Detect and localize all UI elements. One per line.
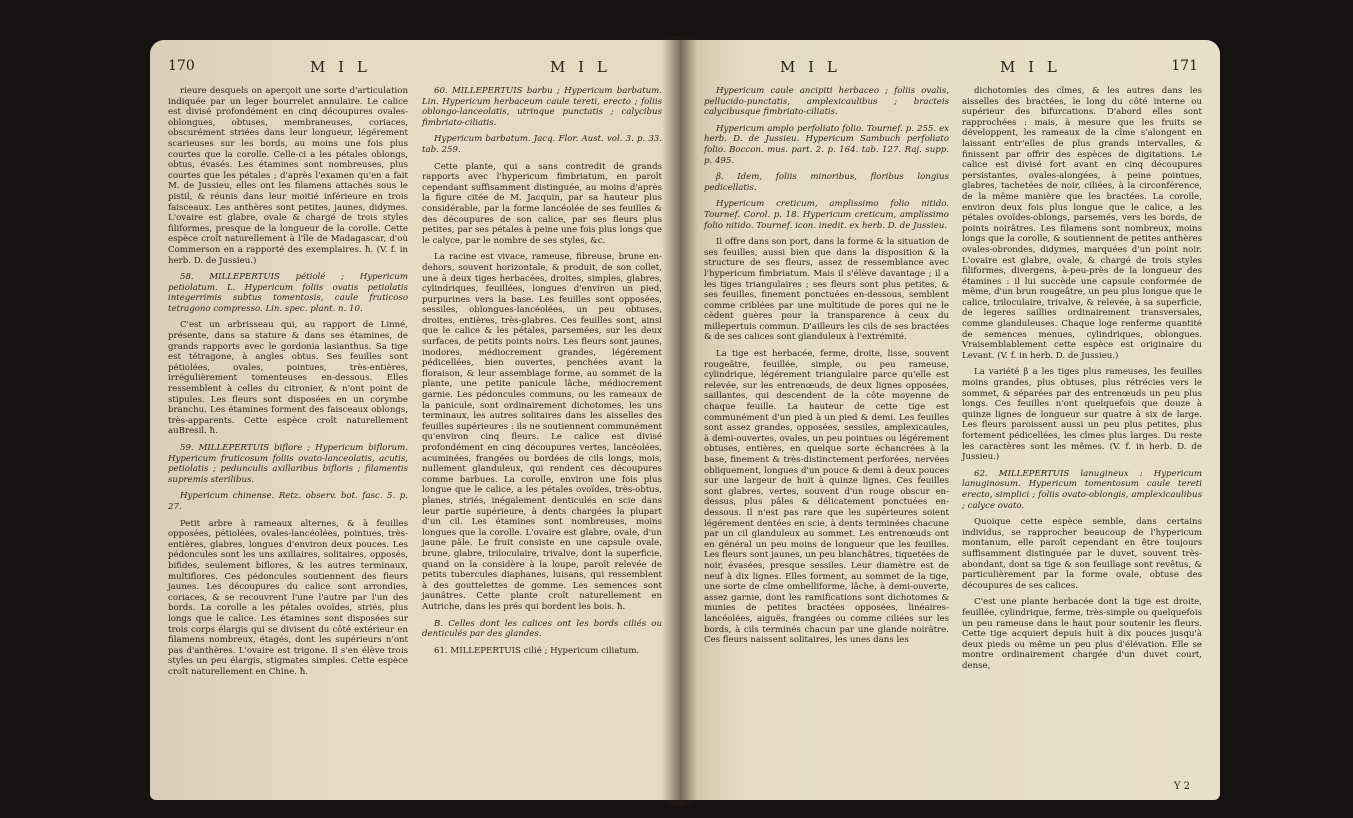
section-heading: B. Celles dont les calices ont les bords ciliés ou denticulés par des glandes.	[422, 618, 662, 640]
left-page-column-1	[168, 86, 408, 683]
right-page	[680, 40, 1220, 800]
signature-mark: Y 2	[1173, 781, 1190, 792]
paragraph: C'est une plante herbacée dont la tige est droite, feuillée, cylindrique, ferme, très-simple ou quelquefois un peu rameuse dans le haut pour soutenir les fleurs. Cette tige acquiert depuis huit à dix pouces jusqu'à deux pieds ou même un peu plus d'élévation. Elle se montre ordinairement chargée d'un duvet court, dense,	[962, 597, 1202, 671]
left-page	[150, 40, 680, 800]
species-entry: 61. MILLEPERTUIS cilié ; Hypericum ciliatum.	[434, 645, 640, 656]
right-page-column-1	[704, 86, 949, 652]
running-head-left-page-second: M I L	[550, 58, 611, 76]
right-page-column-2	[962, 86, 1202, 677]
paragraph: dichotomies des cîmes, & les autres dans les aisselles des bractées, le long du côté interne ou supérieur des bifurcations. D'abord elles sont rapprochées : mais, à mesure que les fruits se développent, les rameaux de la cîme s'alongent en laissant entr'elles de plus grands intervalles, & finissent par offrir des espèces de digitations. Le calice est divisé fort avant en cinq découpures persistantes, ovales-alongées, à peine pointues, glabres, tachetées de noir, ciliées, à la circonférence, de la même manière que les bractées. La corolle, environ deux fois plus longue que le calice, a les pétales ovoïdes-oblongs, parsemés, vers les bords, de points noirâtres. Les filamens sont nombreux, moins longs que la corolle, & soutiennent de petites anthères ovales-obrondes, didymes, marquées d'un point noir. L'ovaire est glabre, ovale, & chargé de trois styles filiformes, divergens, à-peu-près de la longueur des étamines : il lui succède une capsule conformée de même, d'un brun rougeâtre, un peu plus longue que le calice, triloculaire, trivalve, & relevée, à sa superficie, de legeres saillies ordinairement transversales, comme glanduleuses. Chaque loge renferme quantité de semences menues, cylindriques, oblongues. Vraisemblablement cette espèce est originaire du Levant. (V. f. in herb. D. de Jussieu.)	[962, 86, 1202, 361]
paragraph: Cette plante, qui a sans contredit de grands rapports avec l'hypericum fimbriatum, en paroît cependant suffisamment distinguée, au moins d'après la figure citée de M. Jacquin, par sa hauteur plus considérable, par la forme lancéolée de ses feuilles & des découpures de son calice, par ses fleurs plus petites, par ses pétales à peine une fois plus longs que le calyce, par le nombre de ses styles, &c.	[422, 161, 662, 246]
running-head-right-page-second: M I L	[1000, 58, 1061, 76]
paragraph: Il offre dans son port, dans la forme & la situation de ses feuilles, aussi bien que dans la disposition & la structure de ses fleurs, assez de ressemblance avec l'hypericum fimbriatum. Mais il s'élève davantage ; il a les tiges triangulaires ; ses fleurs sont plus petites, & ses feuilles, finement ponctuées en-dessous, semblent comme criblées par une multitude de pores qui ne le cèdent guères pour la transparence à ceux du millepertuis commun. D'ailleurs les cils de ses bractées & de ses calices sont glanduleux à l'extrémité.	[704, 237, 949, 343]
running-head-right-page-first: M I L	[780, 58, 841, 76]
book-gutter	[662, 36, 698, 806]
paragraph: La racine est vivace, rameuse, fibreuse, brune en-dehors, souvent horizontale, & produit, de son collet, une à deux tiges herbacées, droites, simples, glabres, cylindriques, feuillées, longues d'environ un pied, purpurines vers la base. Les feuilles sont opposées, sessiles, oblongues-lancéolées, un peu obtuses, droites, entières, très-glabres. Ces feuilles sont, ainsi que le calice & les pétales, parsemées, sur les deux surfaces, de petits points noirs. Les fleurs sont jaunes, inodores, médiocrement grandes, légérement pédicellées, bien ouvertes, penchées avant la floraison, & leur assemblage forme, au sommet de la plante, une petite panicule lâche, médiocrement garnie. Les pédoncules communs, ou les rameaux de la panicule, sont ordinairement dichotomes, les uns terminaux, les autres solitaires dans les aisselles des feuilles supérieures : ils ne soutiennent communément qu'environ cinq fleurs. Le calice est divisé profondément en cinq découpures vertes, lancéolées, acuminées, frangées ou bordées de cils longs, mois, nullement glanduleux, qui rendent ces découpures comme barbues. La corolle, environ une fois plus longue que le calice, a les pétales ovoïdes, très-obtus, planes, striés, inégalement denticulés en scie dans leur partie supérieure, à dents chargées la plupart d'un cil. Les étamines sont nombreuses, moins longues que la corolle. L'ovaire est glabre, ovale, d'un jaune pâle. Le fruit consiste en une capsule ovale, brune, glabre, triloculaire, trivalve, dont la superficie, quand on la considère à la loupe, paroît relevée de petits tubercules diaphanes, luisans, qui ressemblent à des gouttelettes de gomme. Les semences sont jaunâtres. Cette plante croît naturellement en Autriche, dans les prés qui bordent les bois. ħ.	[422, 252, 662, 612]
species-entry: 62. MILLEPERTUIS lanugineux : Hypericum lanuginosum. Hypericum tomentosum caule tereti erecto, simplici ; foliis ovato-oblongis, amplexicaulibus ; calyce ovato.	[962, 468, 1202, 511]
paragraph: La tige est herbacée, ferme, droite, lisse, souvent rougeâtre, feuillée, simple, ou peu rameuse, cylindrique, légérement triangulaire parce qu'elle est relevée, sur les entrenœuds, de deux lignes opposées, saillantes, qui descendent de la côte moyenne de chaque feuille. La hauteur de cette tige est communément d'un pied à un pied & demi. Les feuilles sont assez grandes, opposées, sessiles, amplexicaules, à demi-ouvertes, ovales, un peu pointues ou légérement obtuses, entières, en quelque sorte échancrées à la base, finement & très-distinctement perforées, nervées obliquement, longues d'un pouce & demi à deux pouces sur une largeur de huit à quinze lignes. Ces feuilles sont glabres, vertes, souvent d'un rouge obscur en-dessus, plus pâles & délicatement ponctuées en-dessous. Il n'est pas rare que les supérieures soient légérement dentées en scie, à dents terminées chacune par un cil glanduleux au sommet. Les entrenœuds ont en général un peu moins de longueur que les feuilles. Les fleurs sont jaunes, un peu blanchâtres, tiquetées de noir, évasées, presque sessiles. Leur diamètre est de neuf à dix lignes. Elles forment, au sommet de la tige, une sorte de cîme ombelliforme, lâche, à demi-ouverte, assez garnie, dont les ramifications sont dichotomes & munies de petites bractées opposées, linéaires-lancéolées, aiguës, frangées ou comme ciliées sur les bords, à cils terminés chacun par une glande noirâtre. Ces fleurs naissent solitaires, les unes dans les	[704, 349, 949, 646]
paragraph: rieure desquels on aperçoit une sorte d'articulation indiquée par un leger bourrelet annulaire. Le calice est divisé profondément en cinq découpures ovales-oblongues, obtuses, membraneuses, coriaces, obscurément striées dans leur longueur, légérement scarieuses sur les bords, au moins une fois plus courtes que la corolle. Celle-ci a les pétales oblongs, obtus, évasés. Les étamines sont nombreuses, plus courtes que les pétales ; d'après l'examen qu'en a fait M. de Jussieu, elles ont les filamens attachés sous le pistil, & réunis dans leur moitié inférieure en trois faisceaux. Les anthères sont petites, jaunes, didymes. L'ovaire est glabre, ovale & chargé de trois styles filiformes, presque de la longueur de la corolle. Cette espèce croît naturellement à l'île de Madagascar, d'où Commerson en a rapporté des exemplaires. ħ. (V. f. in herb. D. de Jussieu.)	[168, 86, 408, 266]
citation: Hypericum barbatum. Jacq. Flor. Aust. vol. 3. p. 33. tab. 259.	[422, 134, 662, 155]
page-number-right: 171	[1171, 58, 1198, 74]
species-diagnosis: Hypericum caule ancipiti herbaceo ; foliis ovalis, pellucido-punctatis, amplexicaulibus ; bracteis calycibusque fimbriato-ciliatis.	[704, 86, 949, 118]
paragraph: Quoique cette espèce semble, dans certains individus, se rapprocher beaucoup de l'hypericum montanum, elle paroît cependant en être toujours suffisamment distinguée par le duvet, souvent très-abondant, dont sa tige & son feuillage sont revêtus, & particulièrement par la forme ovale, obtuse des découpures de ses calices.	[962, 517, 1202, 591]
citation: Hypericum creticum, amplissimo folio nitido. Tournef. Corol. p. 18. Hypericum creticum, amplissimo folio nitido. Tournef. icon. inedit. ex herb. D. de Jussieu.	[704, 199, 949, 231]
species-entry: 59. MILLEPERTUIS biflore ; Hypericum biflorum. Hypericum fruticosum foliis ovato-lanceolatis, acutis, petiolatis ; pedunculis axillaribus bifloris ; filamentis supremis sterilibus.	[168, 443, 408, 485]
citation: Hypericum amplo perfoliato folio. Tournef. p. 255. ex herb. D. de Jussieu. Hypericum Sambuch perfoliato folio. Boccon. mus. part. 2. p. 164. tab. 127. Raj. supp. p. 495.	[704, 123, 949, 166]
citation: Hypericum chinense. Retz. observ. bot. fasc. 5. p. 27.	[168, 491, 408, 512]
variety: β. Idem, foliis minoribus, floribus longius pedicellatis.	[704, 172, 949, 193]
running-head-left-page-first: M I L	[310, 58, 371, 76]
paragraph: C'est un arbrisseau qui, au rapport de Linné, présente, dans sa stature & dans ses étamines, de grands rapports avec le gordonia lasianthus. Sa tige est tétragone, à angles obtus. Ses feuilles sont pétiolées, ovales, pointues, très-entières, irrégulièrement tomenteuses en-dessous. Elles ressemblent à celles du citronier, & n'ont point de stipules. Les fleurs sont disposées en un corymbe branchu. Les étamines forment des faisceaux oblongs, très-apparents. Cette espèce croît naturellement auBresil. ħ.	[168, 320, 408, 437]
paragraph: Petit arbre à rameaux alternes, & à feuilles opposées, pétiolées, ovales-lancéolées, pointues, très-entières, glabres, longues d'environ deux pouces. Les pédoncules sont les uns axillaires, solitaires, opposés, bifides, seulement biflores, & les autres terminaux, multiflores. Ces pédoncules soutiennent des fleurs jaunes. Les découpures du calice sont arrondies, coriaces, & se recouvrent l'une l'autre par l'un des bords. La corolle a les pétales ovoïdes, striés, plus longs que le calice. Les étamines sont disposées sur trois corps élargis qui se divisent du côté extérieur en filamens nombreux, étagés, dont les supérieurs n'ont pas d'anthères. L'ovaire est trigone. Il s'en élève trois styles un peu élargis, stigmates simples. Cette espèce croît naturellement en Chine. ħ.	[168, 518, 408, 677]
paragraph: La variété β a les tiges plus rameuses, les feuilles moins grandes, plus obtuses, plus rétrécies vers le sommet, & séparées par des entrenœuds un peu plus longs. Ces feuilles n'ont quelquefois que douze à quinze lignes de longueur sur quatre à six de large. Les fleurs paroissent aussi un peu plus petites, plus fortement pédicellées, les cîmes plus larges. Du reste les caractères sont les mêmes. (V. f. in herb. D. de Jussieu.)	[962, 367, 1202, 463]
species-entry: 60. MILLEPERTUIS barbu ; Hypericum barbatum. Lin. Hypericum herbaceum caule tereti, erecto ; foliis oblongo-lanceolatis, utrinque punctatis ; calycibus fimbriato-ciliatis.	[422, 86, 662, 128]
left-page-column-2	[422, 86, 662, 662]
page-number-left: 170	[168, 58, 195, 74]
species-entry: 58. MILLEPERTUIS pétiolé ; Hypericum petiolatum. L. Hypericum foliis ovatis petiolatis integerrimis subtus tomentosis, caule fruticoso tetragono compresso. Lin. spec. plant. n. 10.	[168, 272, 408, 314]
